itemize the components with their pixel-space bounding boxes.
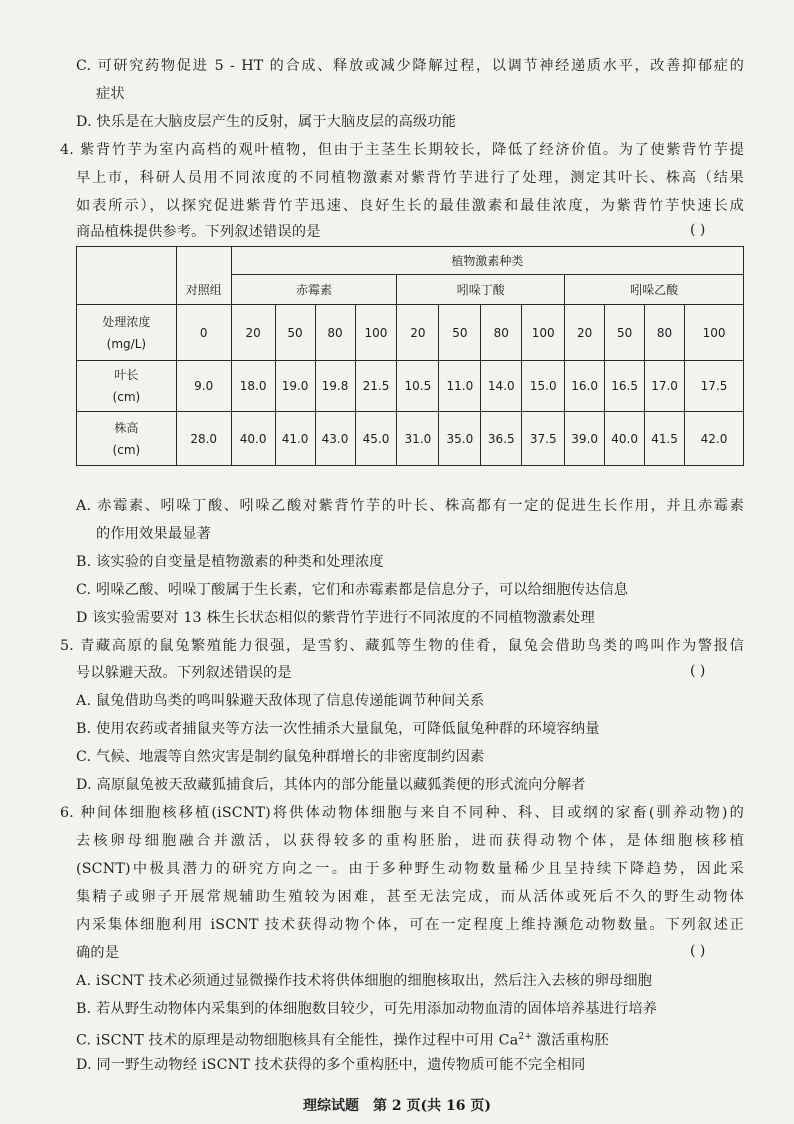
table-cell: 15.0 <box>522 361 565 412</box>
table-cell: 40.0 <box>231 412 275 466</box>
table-header-hormone: 赤霉素 <box>231 275 397 305</box>
q4-option-b: B. 该实验的自变量是植物激素的种类和处理浓度 <box>76 554 384 570</box>
q4-answer-bracket: ( ) <box>690 222 706 238</box>
table-cell: 100 <box>685 305 744 361</box>
table-cell: 11.0 <box>439 361 481 412</box>
table-cell: 14.0 <box>481 361 522 412</box>
page-footer: 理综试题 第 2 页(共 16 页) <box>303 1098 491 1114</box>
table-cell: 20 <box>397 305 439 361</box>
q6-stem-line1: 6. 种间体细胞核移植(iSCNT)将供体动物体细胞与来自不同种、科、目或纲的家畜(驯养动物)的 <box>60 805 744 821</box>
table-row <box>77 361 744 412</box>
q4-option-a-line1: A. 赤霉素、吲哚丁酸、吲哚乙酸对紫背竹芋的叶长、株高都有一定的促进生长作用，并且赤霉素 <box>76 498 744 514</box>
table-cell: 16.5 <box>605 361 645 412</box>
q4-option-c: C. 吲哚乙酸、吲哚丁酸属于生长素，它们和赤霉素都是信息分子，可以给细胞传达信息 <box>76 582 629 598</box>
q4-stem-line4: 商品植株提供参考。下列叙述错误的是 <box>76 224 321 240</box>
q6-stem-line6: 确的是 <box>76 945 120 961</box>
q5-stem-line1: 5. 青藏高原的鼠兔繁殖能力很强，是雪豹、藏狐等生物的佳肴，鼠兔会借助鸟类的鸣叫作为警报信 <box>60 638 744 654</box>
table-cell: 40.0 <box>605 412 645 466</box>
table-header-control: 对照组 <box>176 275 231 305</box>
table-row <box>77 412 744 466</box>
table-row <box>77 305 744 361</box>
table-cell: 20 <box>231 305 275 361</box>
q3-option-d: D. 快乐是在大脑皮层产生的反射，属于大脑皮层的高级功能 <box>76 114 457 130</box>
table-cell: 31.0 <box>397 412 439 466</box>
table-cell: 10.5 <box>397 361 439 412</box>
table-cell: 50 <box>605 305 645 361</box>
q5-option-d: D. 高原鼠兔被天敌藏狐捕食后，其体内的部分能量以藏狐粪便的形式流向分解者 <box>76 777 586 793</box>
q4-stem-line2: 早上市，科研人员用不同浓度的不同植物激素对紫背竹芋进行了处理，测定其叶长、株高（结果 <box>76 170 744 186</box>
table-cell: 41.5 <box>645 412 685 466</box>
table-corner-cell <box>77 247 177 305</box>
table-cell: 17.0 <box>645 361 685 412</box>
row-label: 处理浓度 (mg/L) <box>77 305 177 361</box>
table-header-hormone: 吲哚乙酸 <box>565 275 744 305</box>
table-header-group: 植物激素种类 <box>231 247 743 275</box>
q6-stem-line2: 去核卵母细胞融合并激活，以获得较多的重构胚胎，进而获得动物个体，是体细胞核移植 <box>76 833 744 849</box>
q5-option-b: B. 使用农药或者捕鼠夹等方法一次性捕杀大量鼠兔，可降低鼠兔种群的环境容纳量 <box>76 721 600 737</box>
table-cell: 0 <box>176 305 231 361</box>
q3-option-c-line2: 症状 <box>96 86 125 102</box>
table-cell: 39.0 <box>565 412 605 466</box>
q5-option-c: C. 气候、地震等自然灾害是制约鼠兔种群增长的非密度制约因素 <box>76 749 485 765</box>
table-cell: 35.0 <box>439 412 481 466</box>
table-cell: 21.5 <box>355 361 397 412</box>
table-cell: 18.0 <box>231 361 275 412</box>
hormone-table <box>76 246 744 466</box>
table-cell: 50 <box>275 305 315 361</box>
q4-stem-line1: 4. 紫背竹芋为室内高档的观叶植物，但由于主茎生长期较长，降低了经济价值。为了使紫背竹芋提 <box>60 142 744 158</box>
table-cell: 20 <box>565 305 605 361</box>
table-cell: 80 <box>645 305 685 361</box>
table-cell: 100 <box>355 305 397 361</box>
table-cell: 50 <box>439 305 481 361</box>
q6-stem-line5: 内采集体细胞利用 iSCNT 技术获得动物个体，可在一定程度上维持濒危动物数量。下列叙述正 <box>76 917 744 933</box>
q6-stem-line3: (SCNT)中极具潜力的研究方向之一。由于多种野生动物数量稀少且呈持续下降趋势，因此采 <box>76 861 744 877</box>
q5-option-a: A. 鼠兔借助鸟类的鸣叫躲避天敌体现了信息传递能调节种间关系 <box>76 693 485 709</box>
q4-stem-line3: 如表所示），以探究促进紫背竹芋迅速、良好生长的最佳激素和最佳浓度，为紫背竹芋快速长成 <box>76 198 744 214</box>
table-cell: 16.0 <box>565 361 605 412</box>
row-label: 株高 (cm) <box>77 412 177 466</box>
table-cell: 80 <box>481 305 522 361</box>
table-cell: 19.0 <box>275 361 315 412</box>
q6-option-d: D. 同一野生动物经 iSCNT 技术获得的多个重构胚中，遗传物质可能不完全相同 <box>76 1057 586 1073</box>
q4-option-a-line2: 的作用效果最显著 <box>96 526 212 542</box>
table-cell: 41.0 <box>275 412 315 466</box>
table-cell: 36.5 <box>481 412 522 466</box>
q6-option-b: B. 若从野生动物体内采集到的体细胞数目较少，可先用添加动物血清的固体培养基进行培养 <box>76 1001 658 1017</box>
q3-option-c-line1: C. 可研究药物促进 5 - HT 的合成、释放或减少降解过程，以调节神经递质水平，改善抑郁症的 <box>76 58 744 74</box>
table-cell: 43.0 <box>315 412 355 466</box>
q6-stem-line4: 集精子或卵子开展常规辅助生殖较为困难，甚至无法完成，而从活体或死后不久的野生动物体 <box>76 889 744 905</box>
q5-stem-line2: 号以躲避天敌。下列叙述错误的是 <box>76 665 292 681</box>
q6-option-c: C. iSCNT 技术的原理是动物细胞核具有全能性，操作过程中可用 $Ca^{2+}$ 激活重构胚 <box>76 1032 609 1049</box>
table-cell: 17.5 <box>685 361 744 412</box>
table-cell: 42.0 <box>685 412 744 466</box>
q4-option-d: D 该实验需要对 13 株生长状态相似的紫背竹芋进行不同浓度的不同植物激素处理 <box>76 610 595 626</box>
table-cell: 45.0 <box>355 412 397 466</box>
table-cell: 80 <box>315 305 355 361</box>
table-cell: 37.5 <box>522 412 565 466</box>
q6-option-a: A. iSCNT 技术必须通过显微操作技术将供体细胞的细胞核取出，然后注入去核的卵母细胞 <box>76 973 653 989</box>
table-cell: 19.8 <box>315 361 355 412</box>
table-cell: 28.0 <box>176 412 231 466</box>
q5-answer-bracket: ( ) <box>690 663 706 679</box>
q6-answer-bracket: ( ) <box>690 943 706 959</box>
table-cell: 100 <box>522 305 565 361</box>
table-blank-cell <box>176 247 231 275</box>
table-cell: 9.0 <box>176 361 231 412</box>
table-header-hormone: 吲哚丁酸 <box>397 275 565 305</box>
row-label: 叶长 (cm) <box>77 361 177 412</box>
